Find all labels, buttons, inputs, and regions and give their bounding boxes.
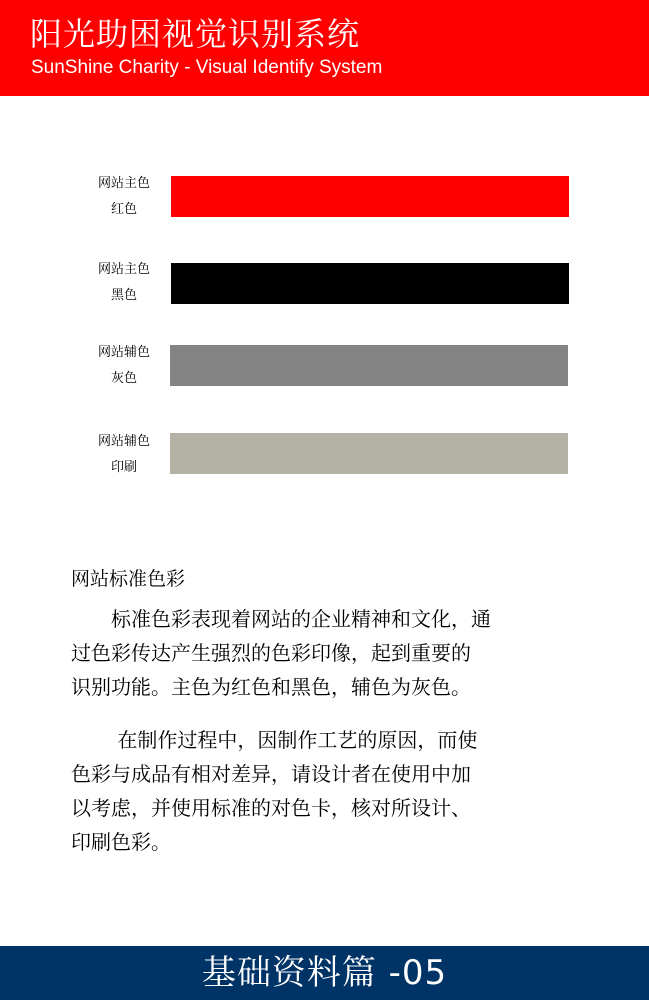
paragraph-1 — [71, 602, 591, 704]
swatch-color-bar — [171, 176, 569, 217]
footer-banner — [0, 946, 649, 1000]
swatch-label-line1: 网站辅色 — [97, 434, 150, 449]
swatch-label — [84, 257, 164, 309]
paragraph-line: 印刷色彩。 — [71, 830, 171, 854]
paragraph-line: 在制作过程中，因制作工艺的原因，而使 — [71, 728, 478, 752]
swatch-label-line2: 黑色 — [110, 288, 137, 303]
swatch-label-line1: 网站主色 — [97, 262, 150, 277]
paragraph-2 — [71, 723, 591, 859]
paragraph-line: 以考虑，并使用标准的对色卡，核对所设计、 — [71, 796, 471, 820]
swatch-row-black — [0, 256, 649, 316]
swatch-label-line1: 网站主色 — [97, 176, 150, 191]
section-title: 网站标准色彩 — [71, 568, 186, 590]
swatch-color-bar — [170, 345, 568, 386]
swatch-color-bar — [170, 433, 568, 474]
paragraph-line: 色彩与成品有相对差异，请设计者在使用中加 — [71, 762, 471, 786]
header-title: 阳光助困视觉识别系统 — [30, 15, 361, 53]
swatch-row-gray — [0, 340, 649, 400]
header-subtitle: SunShine Charity - Visual Identify System — [31, 57, 383, 78]
swatch-row-print — [0, 428, 649, 488]
swatch-label-line2: 印刷 — [110, 460, 137, 475]
header-banner — [0, 0, 649, 96]
paragraph-line: 过色彩传达产生强烈的色彩印像，起到重要的 — [71, 641, 471, 665]
paragraph-line: 标准色彩表现着网站的企业精神和文化，通 — [71, 607, 491, 631]
swatch-color-bar — [171, 263, 569, 304]
swatch-label — [84, 340, 164, 392]
swatch-row-red — [0, 170, 649, 230]
paragraph-line: 识别功能。主色为红色和黑色，辅色为灰色。 — [71, 675, 471, 699]
footer-title: 基础资料篇 -05 — [201, 953, 448, 993]
swatch-label-line2: 红色 — [110, 202, 137, 217]
swatch-label — [84, 171, 164, 223]
swatch-label-line1: 网站辅色 — [97, 345, 150, 360]
swatch-label-line2: 灰色 — [110, 371, 137, 386]
swatch-label — [84, 429, 164, 481]
